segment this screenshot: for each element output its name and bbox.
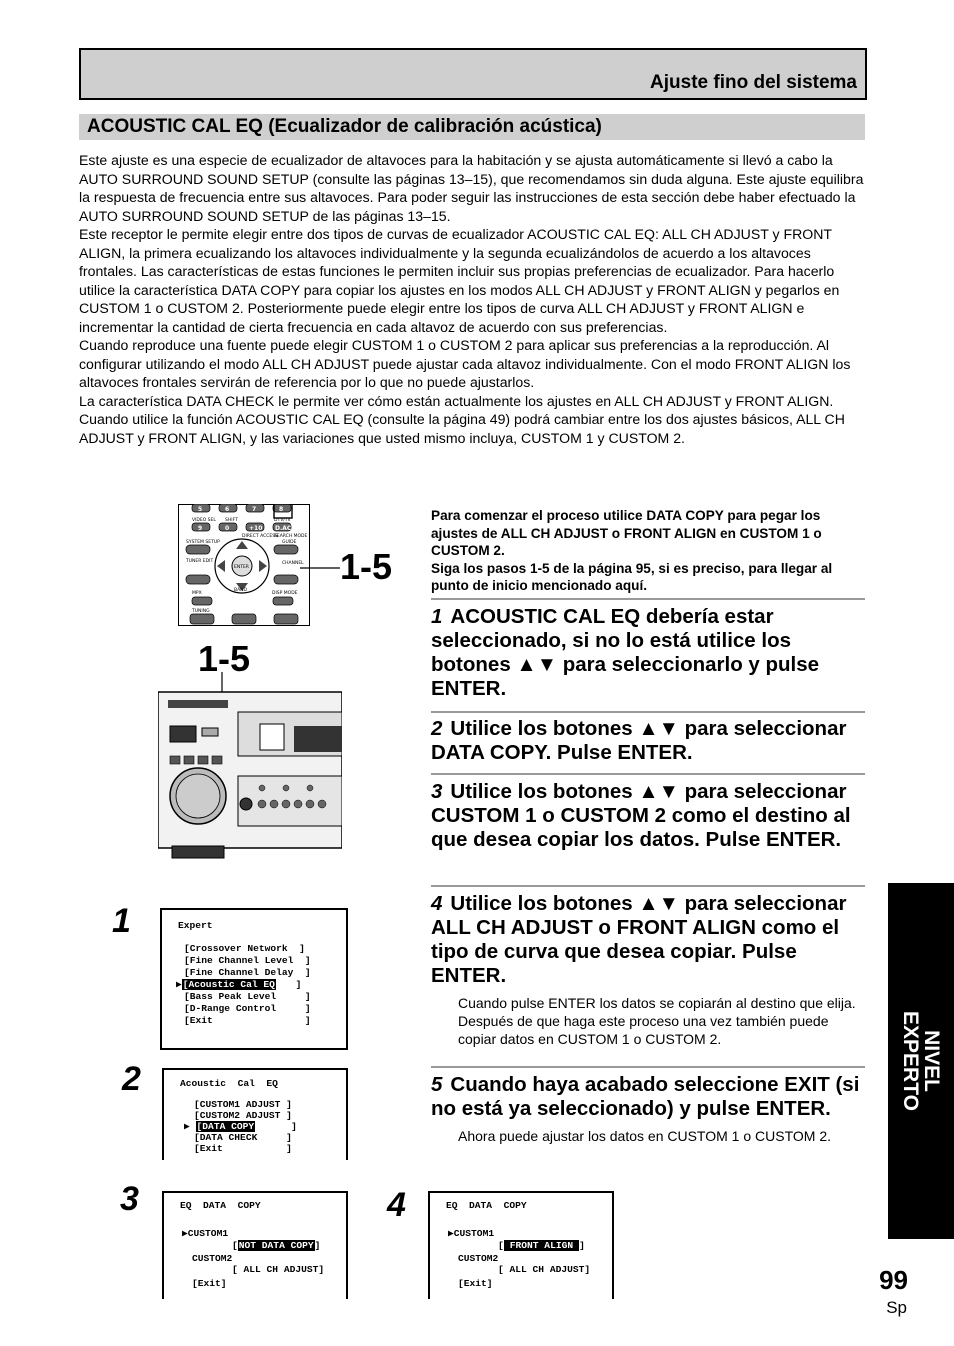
- remote-label: SHIFT: [225, 518, 238, 523]
- menu-item: [CUSTOM2 ADJUST ]: [194, 1110, 292, 1121]
- lead-text: [431, 507, 865, 595]
- remote-label: CHANNEL: [282, 561, 304, 566]
- menu-exit: [Exit]: [192, 1278, 227, 1289]
- custom2-value: [ ALL CH ADJUST]: [498, 1264, 591, 1275]
- selected-bracket: ]: [295, 979, 302, 990]
- selected-bracket: ]: [291, 1121, 297, 1132]
- menu-item: [Exit ]: [184, 1015, 311, 1026]
- step-heading: [431, 717, 867, 765]
- divider: [431, 1066, 865, 1068]
- custom2-value: [ ALL CH ADJUST]: [232, 1264, 325, 1275]
- custom1-value-text: NOT DATA COPY: [238, 1240, 314, 1251]
- remote-label: ENTER: [234, 565, 249, 570]
- remote-label: DTV/TV: [274, 518, 291, 523]
- intro-paragraph: Este ajuste es una especie de ecualizador de altavoces para la habitación y se ajusta automáticamente si llevó a cabo la AUTO SURROUND SOUND SETUP (consulte las páginas 13–15), que recomendamos sin duda alguna. Este ajuste equilibra la respuesta de frecuencia entre sus altavoces. Para poder seguir las instrucciones de esta sección debe haber efectuado la AUTO SURROUND SOUND SETUP de las páginas 13–15.: [79, 152, 864, 224]
- osd-screen-acoustic-cal-eq: [162, 1068, 348, 1160]
- selected-label: [Acoustic Cal EQ: [182, 979, 275, 990]
- remote-label: MPX: [192, 591, 202, 596]
- step-heading: [431, 780, 867, 852]
- intro-paragraph: Cuando utilice la función ACOUSTIC CAL EQ (consulte la página 49) podrá cambiar entre los dos ajustes básicos, ALL CH ADJUST y FRONT ALIGN, y las variaciones que usted mismo incluya, CUSTOM 1 y CUSTOM 2.: [79, 411, 845, 446]
- screen-title: Expert: [178, 920, 213, 931]
- step-heading: [431, 1073, 867, 1121]
- section-bar: [79, 114, 865, 140]
- screen-title: EQ DATA COPY: [446, 1200, 527, 1211]
- remote-label: DIRECT ACCESS: [242, 534, 278, 539]
- remote-number: +10: [249, 525, 263, 532]
- remote-number: 7: [252, 506, 257, 513]
- lead-paragraph: Para comenzar el proceso utilice DATA COPY para pegar los ajustes de ALL CH ADJUST o FRONT ALIGN en CUSTOM 1 o CUSTOM 2.: [431, 508, 822, 558]
- chapter-header: [79, 48, 867, 100]
- step-number: 4: [431, 892, 443, 915]
- page-number: 99: [879, 1265, 908, 1295]
- step-body: [458, 1127, 867, 1145]
- custom1-value-text: FRONT ALIGN: [504, 1240, 579, 1251]
- step-heading: [431, 892, 867, 988]
- remote-label: DISP MODE: [272, 591, 298, 596]
- remote-label: SEARCH MODE: [274, 534, 308, 539]
- section-title: ACOUSTIC CAL EQ (Ecualizador de calibración acústica): [87, 116, 602, 137]
- remote-number: D.ACC: [275, 525, 296, 532]
- custom1-value: [ FRONT ALIGN ]: [498, 1240, 585, 1251]
- step-callout-2: 2: [122, 1060, 141, 1098]
- intro-paragraph: La característica DATA CHECK le permite ver cómo están actualmente los ajustes en ALL CH ADJUST y FRONT ALIGN.: [79, 392, 834, 409]
- menu-item: [D-Range Control ]: [184, 1003, 311, 1014]
- step-callout-4: 4: [387, 1186, 406, 1224]
- remote-number: 9: [198, 525, 203, 532]
- divider: [431, 885, 865, 887]
- step-4: [431, 892, 867, 1048]
- callout-remote-steps: 1-5: [340, 546, 393, 587]
- remote-label: TUNER EDIT: [186, 559, 214, 564]
- intro-paragraph: Este receptor le permite elegir entre dos tipos de curvas de ecualizador ACOUSTIC CAL EQ: ALL CH ADJUST y FRONT ALIGN, la primera ecualizando los altavoces individualmente y la segunda ecualizándolos de acuerdo a los altavoces frontales. Las características de estas funciones le permiten incluir sus propias preferencias de ecualizador. Para hacerlo utilice la característica DATA COPY para copiar los ajustes en los modos ALL CH ADJUST y FRONT ALIGN y pegarlos en CUSTOM 1 o CUSTOM 2. Posteriormente puede elegir entre los tipos de curva ALL CH ADJUST y FRONT ALIGN e incrementar la cantidad de cierta frecuencia en cada altavoz de acuerdo con sus preferencias.: [79, 226, 840, 335]
- step-callout-1: 1: [112, 902, 131, 940]
- step-text: Utilice los botones ▲▼ para seleccionar DATA COPY. Pulse ENTER.: [431, 717, 847, 764]
- menu-item-selected: ▶ [DATA COPY ]: [184, 1121, 297, 1132]
- remote-number: 5: [198, 506, 203, 513]
- menu-item-selected: ▶CUSTOM1: [448, 1228, 495, 1239]
- step-text: Cuando haya acabado seleccione EXIT (si no está ya seleccionado) y pulse ENTER.: [431, 1073, 860, 1120]
- step-note: Cuando pulse ENTER los datos se copiarán al destino que elija.: [458, 995, 856, 1011]
- step-number: 2: [431, 717, 443, 740]
- step-number: 3: [431, 780, 443, 803]
- remote-label: GUIDE: [282, 540, 297, 545]
- step-heading: [431, 605, 867, 701]
- divider: [431, 711, 865, 713]
- step-callout-3: 3: [120, 1180, 139, 1218]
- custom1-label: CUSTOM1: [453, 1228, 495, 1239]
- menu-item-selected: ▶CUSTOM1: [182, 1228, 229, 1239]
- osd-screen-eq-data-copy-2: [428, 1191, 614, 1299]
- menu-item: [CUSTOM1 ADJUST ]: [194, 1099, 292, 1110]
- step-5: [431, 1073, 867, 1145]
- callout-receiver-steps: 1-5: [198, 638, 251, 679]
- remote-label: TUNING: [192, 609, 210, 614]
- intro-text: [79, 151, 867, 447]
- step-3: [431, 780, 867, 852]
- step-note: Después de que haga este proceso una vez también puede copiar datos en CUSTOM 1 o CUSTOM 2.: [458, 1013, 829, 1047]
- screen-title: Acoustic Cal EQ: [180, 1078, 278, 1089]
- custom2-label: CUSTOM2: [192, 1253, 233, 1264]
- screen-title: EQ DATA COPY: [180, 1200, 261, 1211]
- custom1-label: CUSTOM1: [187, 1228, 229, 1239]
- side-tab-label: [900, 1011, 942, 1111]
- selected-label: [DATA COPY: [196, 1121, 255, 1132]
- divider: [431, 773, 865, 775]
- remote-label: VIDEO SEL: [192, 518, 216, 523]
- osd-screen-eq-data-copy-1: [162, 1191, 348, 1299]
- remote-label: BAND: [234, 588, 247, 593]
- side-tab-line: EXPERTO: [899, 1011, 922, 1111]
- divider: [431, 598, 865, 600]
- menu-item: [DATA CHECK ]: [194, 1132, 292, 1143]
- page-language: Sp: [886, 1298, 907, 1317]
- step-text: ACOUSTIC CAL EQ debería estar seleccionado, si no lo está utilice los botones ▲▼ para seleccionarlo y pulse ENTER.: [431, 605, 820, 700]
- custom1-value: [NOT DATA COPY]: [232, 1240, 321, 1251]
- remote-drawing: [178, 504, 310, 626]
- remote-number: 0: [225, 525, 230, 532]
- custom2-label: CUSTOM2: [458, 1253, 499, 1264]
- step-body: [458, 994, 867, 1048]
- receiver-illustration: [158, 672, 342, 860]
- intro-paragraph: Cuando reproduce una fuente puede elegir CUSTOM 1 o CUSTOM 2 para aplicar sus preferencias a la reproducción. Al configurar utilizando el modo ALL CH ADJUST puede ajustar cada altavoz individualmente. Con el modo FRONT ALIGN los altavoces frontales servirán de referencia por lo que no puede ajustarlos.: [79, 337, 851, 390]
- step-text: Utilice los botones ▲▼ para seleccionar ALL CH ADJUST o FRONT ALIGN como el tipo de curva que desea copiar. Pulse ENTER.: [431, 892, 847, 987]
- step-number: 1: [431, 605, 443, 628]
- remote-number: 6: [225, 506, 230, 513]
- chapter-title: Ajuste fino del sistema: [650, 72, 857, 93]
- step-text: Utilice los botones ▲▼ para seleccionar CUSTOM 1 o CUSTOM 2 como el destino al que desea copiar los datos. Pulse ENTER.: [431, 780, 851, 851]
- menu-item: [Bass Peak Level ]: [184, 991, 311, 1002]
- menu-item: [Fine Channel Delay ]: [184, 967, 311, 978]
- step-2: [431, 717, 867, 765]
- osd-screen-expert: [160, 908, 348, 1050]
- menu-item-selected: ▶[Acoustic Cal EQ ]: [176, 979, 302, 990]
- menu-item: [Exit ]: [194, 1143, 292, 1154]
- callout-line-remote: [300, 540, 342, 570]
- step-note: Ahora puede ajustar los datos en CUSTOM 1 o CUSTOM 2.: [458, 1128, 831, 1144]
- remote-number: 8: [279, 506, 284, 513]
- menu-item: [Crossover Network ]: [184, 943, 305, 954]
- side-tab-line: NIVEL: [920, 1030, 943, 1092]
- menu-exit: [Exit]: [458, 1278, 493, 1289]
- step-1: [431, 605, 867, 701]
- lead-paragraph: Siga los pasos 1-5 de la página 95, si es preciso, para llegar al punto de inicio mencionado aquí.: [431, 560, 833, 593]
- step-number: 5: [431, 1073, 443, 1096]
- menu-item: [Fine Channel Level ]: [184, 955, 311, 966]
- remote-label: SYSTEM SETUP: [186, 540, 220, 545]
- remote-illustration: [178, 504, 310, 626]
- side-tab-nivel-experto: [888, 883, 954, 1239]
